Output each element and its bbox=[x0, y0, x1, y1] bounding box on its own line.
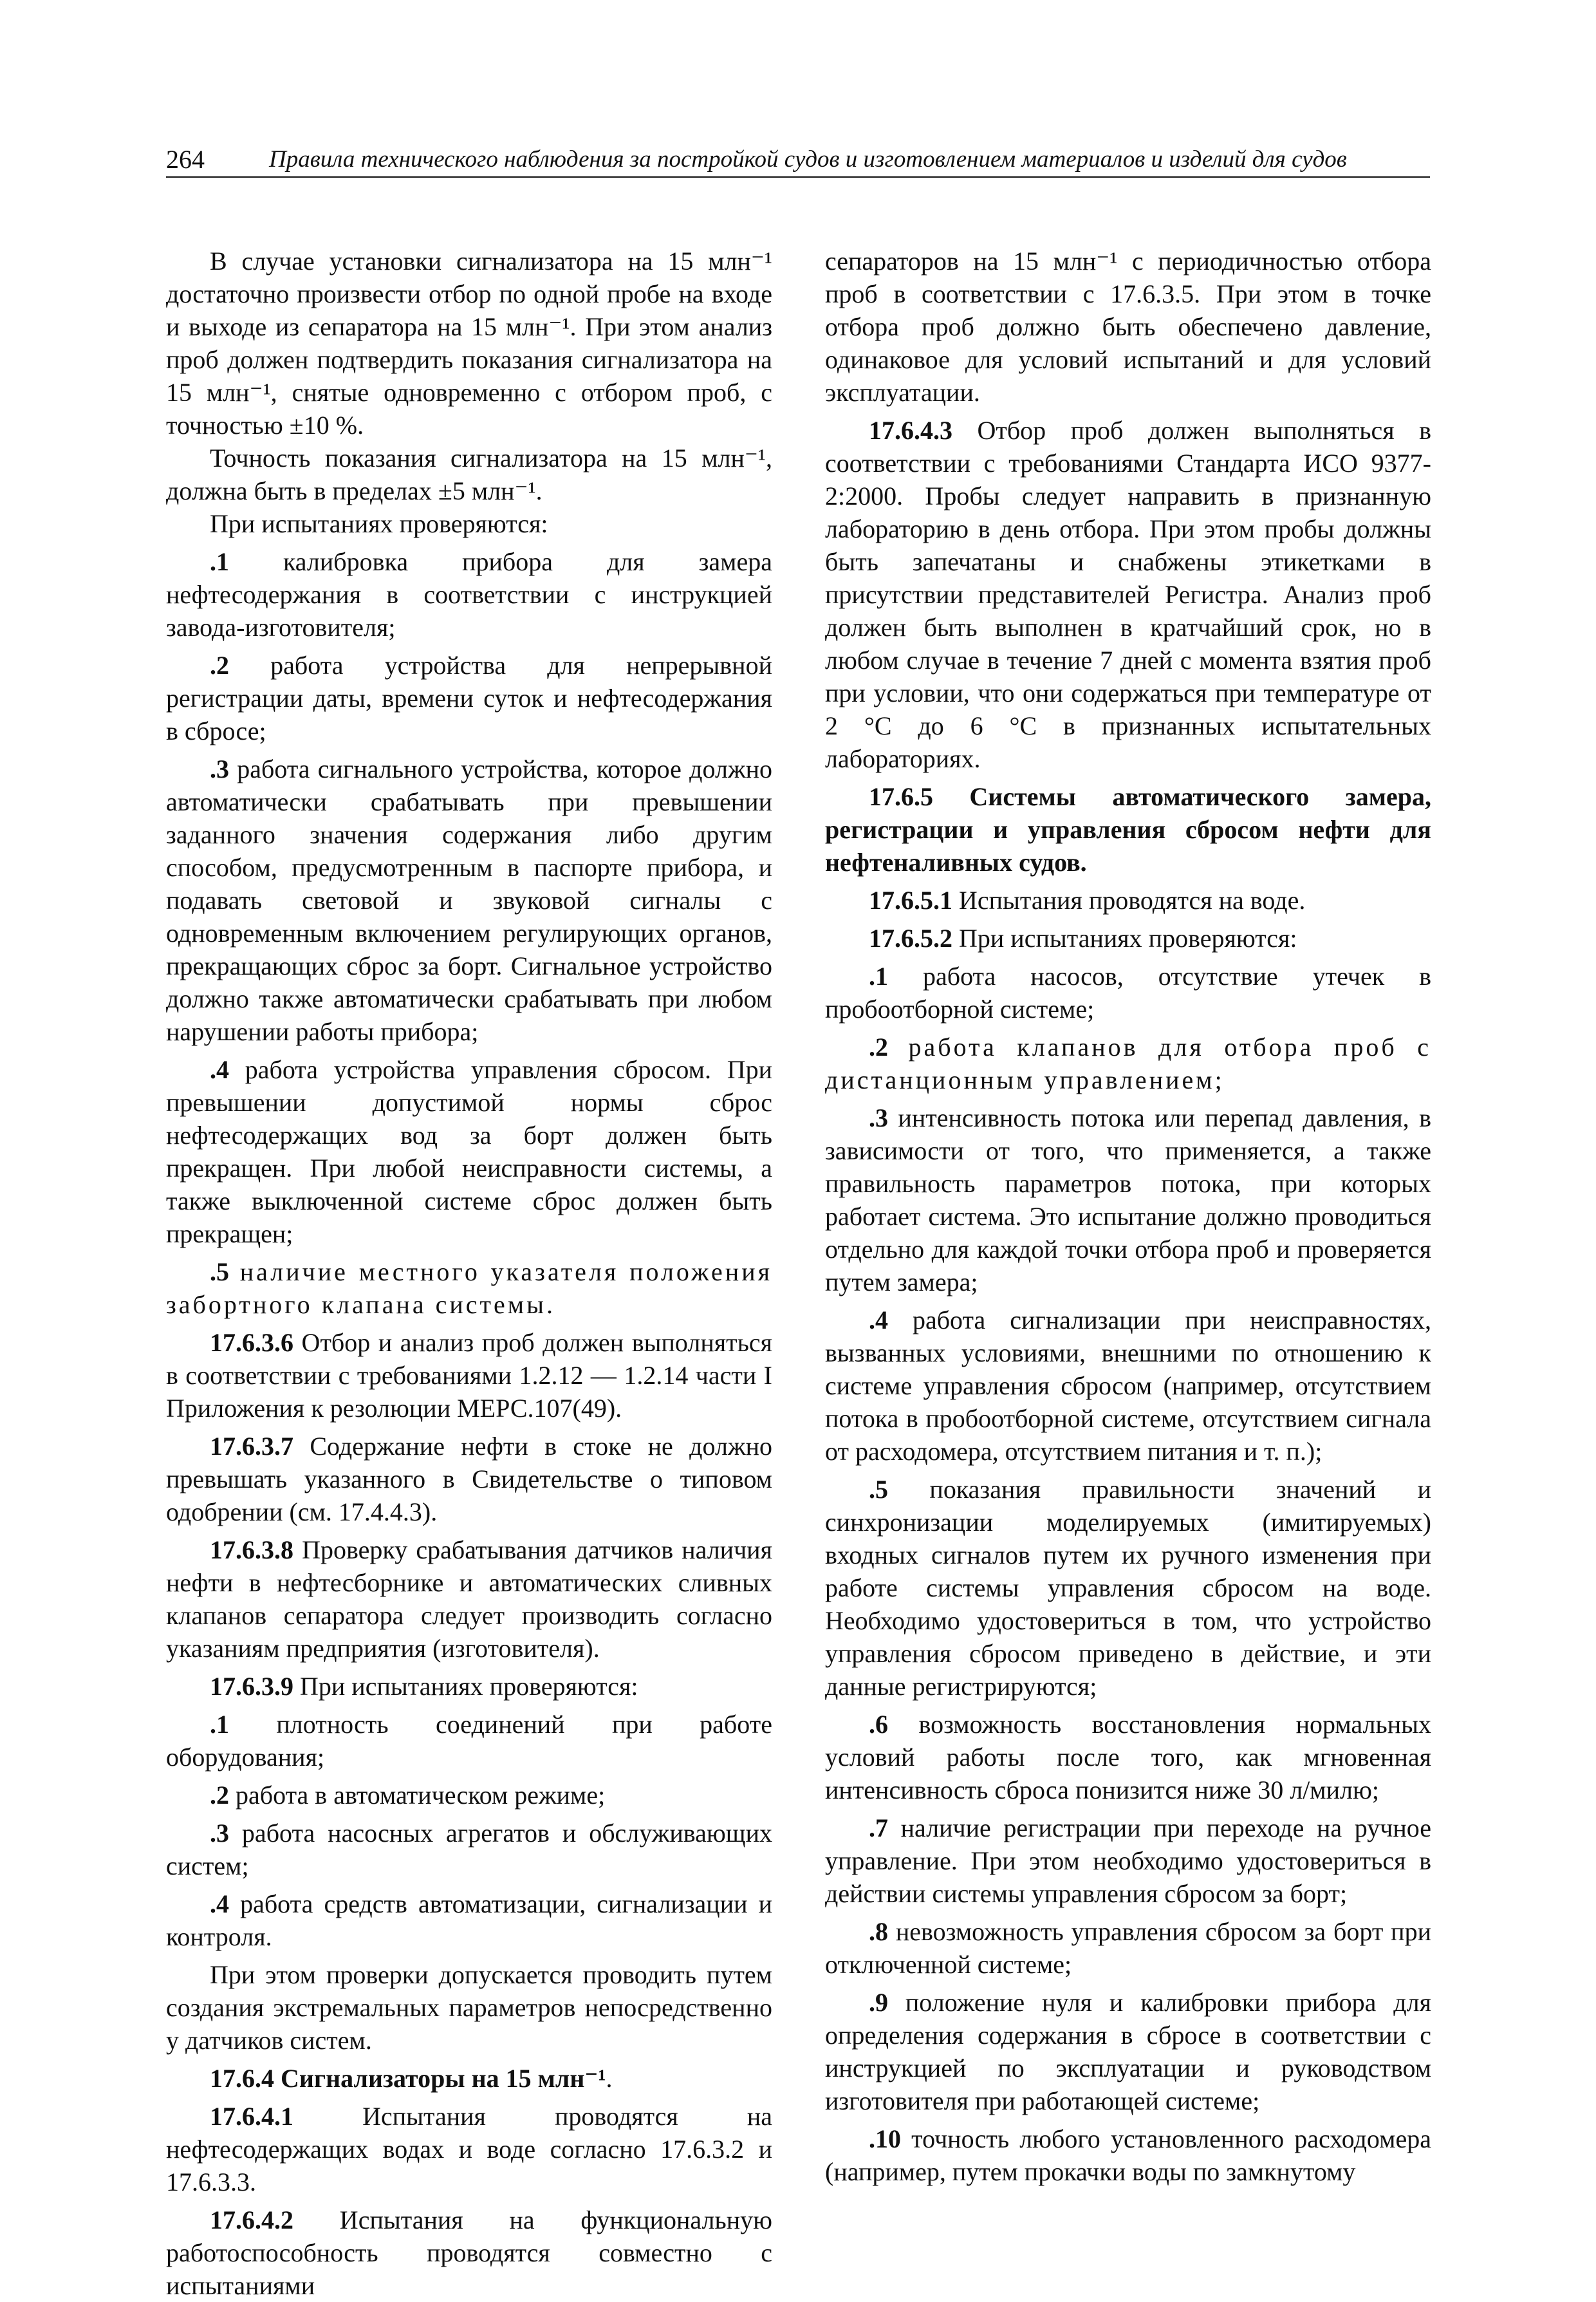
list-item: .6 возможность восстановления нормальных условий работы после того, как мгновенная интенсивность сброса понизится ниже 30 л/милю; bbox=[825, 1710, 1431, 1804]
clause: 17.6.4.3 Отбор проб должен выполняться в соответствии с требованиями Стандарта ИСО 9377-2:2000. Пробы следует направить в признанную лабораторию в день отбора. При этом пробы должны быть запечатаны и снабжены этикетками в присутствии представителей Регистра. Анализ проб должен быть выполнен в кратчайший срок, но в любом случае в течение 7 дней с момента взятия проб при условии, что они содержаться при температуре от 2 °С до 6 °С в признанных испытательных лабораториях. bbox=[825, 416, 1431, 773]
clause: 17.6.3.6 Отбор и анализ проб должен выполняться в соответствии с требованиями 1.2.12 — 1.2.14 части I Приложения к резолюции МЕРС.107(49). bbox=[166, 1328, 772, 1423]
clause: 17.6.4.2 Испытания на функциональную работоспособность проводятся совместно с испытаниями bbox=[166, 2205, 772, 2300]
left-column bbox=[166, 245, 772, 2302]
list-item: .2 работа устройства для непрерывной регистрации даты, времени суток и нефтесодержания в сбросе; bbox=[166, 651, 772, 745]
paragraph: Точность показания сигнализатора на 15 млн⁻¹, должна быть в пределах ±5 млн⁻¹. bbox=[166, 444, 772, 505]
paragraph: При испытаниях проверяются: bbox=[210, 509, 548, 538]
clause: 17.6.3.7 Содержание нефти в стоке не должно превышать указанного в Свидетельстве о типовом одобрении (см. 17.4.4.3). bbox=[166, 1432, 772, 1526]
page-number: 264 bbox=[166, 145, 205, 174]
section-heading: 17.6.4 Сигнализаторы на 15 млн⁻¹. bbox=[210, 2064, 613, 2093]
header-rule bbox=[166, 176, 1430, 178]
paragraph: При этом проверки допускается проводить путем создания экстремальных параметров непосредственно у датчиков систем. bbox=[166, 1960, 772, 2055]
page-header bbox=[166, 143, 1430, 176]
list-item: .1 плотность соединений при работе оборудования; bbox=[166, 1710, 772, 1772]
paragraph: сепараторов на 15 млн⁻¹ с периодичностью отбора проб в соответствии с 17.6.3.5. При этом в точке отбора проб должно быть обеспечено давление, одинаковое для условий испытаний и для условий эксплуатации. bbox=[825, 247, 1431, 407]
list-item: .3 работа сигнального устройства, которое должно автоматически срабатывать при превышении заданного значения содержания либо другим способом, предусмотренным в паспорте прибора, и подавать световой и звуковой сигналы с одновременным включением регулирующих органов, прекращающих сброс за борт. Сигнальное устройство должно также автоматически срабатывать при любом нарушении работы прибора; bbox=[166, 754, 772, 1046]
list-item: .5 показания правильности значений и синхронизации моделируемых (имитируемых) входных сигналов путем их ручного изменения при работе системы управления сбросом на воде. Необходимо удостовериться в том, что устройство управления сбросом приведено в действие, и эти данные регистрируются; bbox=[825, 1475, 1431, 1701]
list-item: .1 работа насосов, отсутствие утечек в пробоотборной системе; bbox=[825, 962, 1431, 1024]
list-item: .5 наличие местного указателя положения забортного клапана системы. bbox=[166, 1257, 772, 1319]
running-title: Правила технического наблюдения за постройкой судов и изготовлением материалов и изделий для судов bbox=[269, 146, 1347, 173]
list-item: .4 работа средств автоматизации, сигнализации и контроля. bbox=[166, 1889, 772, 1951]
list-item: .9 положение нуля и калибровки прибора для определения содержания в сбросе в соответствии с инструкцией по эксплуатации и руководством изготовителя при работающей системе; bbox=[825, 1988, 1431, 2115]
section-heading: 17.6.5 Системы автоматического замера, регистрации и управления сбросом нефти для нефтеналивных судов. bbox=[825, 782, 1431, 877]
list-item: .3 интенсивность потока или перепад давления, в зависимости от того, что применяется, а также правильность параметров потока, при которых работает система. Это испытание должно проводиться отдельно для каждой точки отбора проб и проверяется путем замера; bbox=[825, 1103, 1431, 1296]
paragraph: В случае установки сигнализатора на 15 млн⁻¹ достаточно произвести отбор по одной пробе на входе и выходе из сепаратора на 15 млн⁻¹. При этом анализ проб должен подтвердить показания сигнализатора на 15 млн⁻¹, снятые одновременно с отбором проб, с точностью ±10 %. bbox=[166, 247, 772, 440]
list-item: .2 работа клапанов для отбора проб с дистанционным управлением; bbox=[825, 1033, 1431, 1094]
list-item: .7 наличие регистрации при переходе на ручное управление. При этом необходимо удостовериться в действии системы управления сбросом за борт; bbox=[825, 1813, 1431, 1908]
right-column bbox=[825, 245, 1431, 2188]
list-item: .3 работа насосных агрегатов и обслуживающих систем; bbox=[166, 1819, 772, 1880]
list-item: .8 невозможность управления сбросом за борт при отключенной системе; bbox=[825, 1917, 1431, 1979]
clause: 17.6.3.9 При испытаниях проверяются: bbox=[210, 1672, 638, 1701]
clause: 17.6.3.8 Проверку срабатывания датчиков наличия нефти в нефтесборнике и автоматических сливных клапанов сепаратора следует производить согласно указаниям предприятия (изготовителя). bbox=[166, 1535, 772, 1663]
list-item: .2 работа в автоматическом режиме; bbox=[210, 1781, 606, 1810]
list-item: .4 работа устройства управления сбросом. При превышении допустимой нормы сброс нефтесодержащих вод за борт должен быть прекращен. При любой неисправности системы, а также выключенной системе сброс должен быть прекращен; bbox=[166, 1055, 772, 1248]
list-item: .10 точность любого установленного расходомера (например, путем прокачки воды по замкнутому bbox=[825, 2124, 1431, 2186]
list-item: .1 калибровка прибора для замера нефтесодержания в соответствии с инструкцией завода-изготовителя; bbox=[166, 547, 772, 642]
clause: 17.6.5.2 При испытаниях проверяются: bbox=[869, 924, 1297, 953]
clause: 17.6.5.1 Испытания проводятся на воде. bbox=[869, 886, 1306, 915]
list-item: .4 работа сигнализации при неисправностях, вызванных условиями, внешними по отношению к системе управления сбросом (например, отсутствием потока в пробоотборной системе, отсутствием сигнала от расходомера, отсутствием питания и т. п.); bbox=[825, 1305, 1431, 1466]
clause: 17.6.4.1 Испытания проводятся на нефтесодержащих водах и воде согласно 17.6.3.2 и 17.6.3.3. bbox=[166, 2102, 772, 2196]
